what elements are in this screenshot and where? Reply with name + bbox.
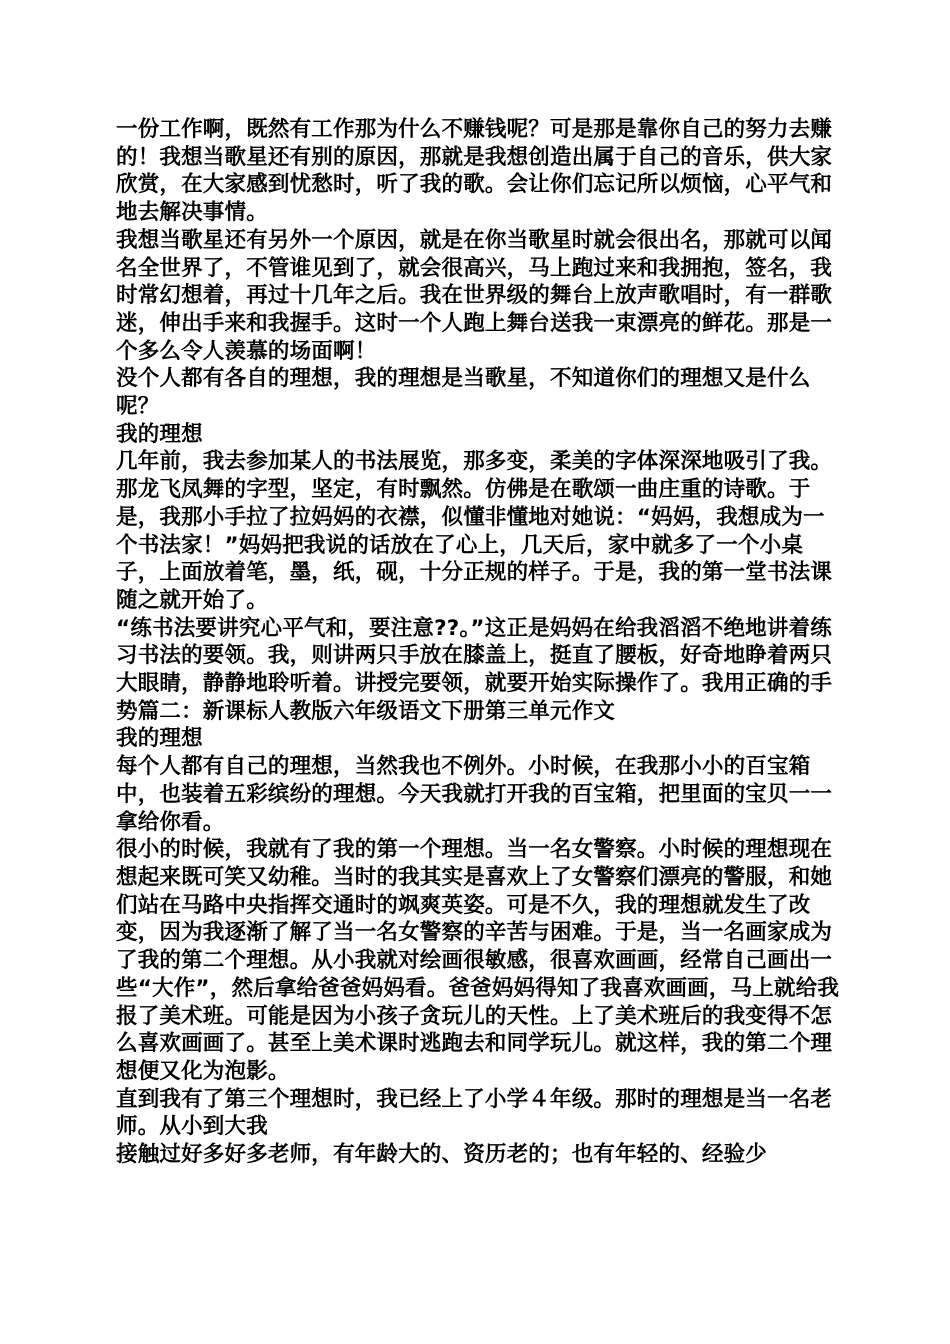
paragraph-2: 我想当歌星还有另外一个原因，就是在你当歌星时就会很出名，那就可以闻名全世界了，不管谁见到了，就会很高兴，马上跑过来和我拥抱，签名，我时常幻想着，再过十几年之后。我在世界级的舞台上放声歌唱时，有一群歌迷，伸出手来和我握手。这时一个人跑上舞台送我一束漂亮的鲜花。那是一个多么令人羡慕的场面啊！ [116,227,833,364]
paragraph-9: 接触过好多好多老师，有年龄大的、资历老的；也有年轻的、经验少 [116,1142,768,1168]
paragraph-8: 直到我有了第三个理想时，我已经上了小学４年级。那时的理想是当一名老师。从小到大我 [116,1086,833,1140]
paragraph-4: 几年前，我去参加某人的书法展览，那多变，柔美的字体深深地吸引了我。那龙飞凤舞的字型，坚定，有时飘然。仿佛是在歌颂一曲庄重的诗歌。于是，我那小手拉了拉妈妈的衣襟，似懂非懂地对她说：“妈妈，我想成为一个书法家！”妈妈把我说的话放在了心上，几天后，家中就多了一个小桌子，上面放着笔，墨，纸，砚，十分正规的样子。于是，我的第一堂书法课随之就开始了。 [116,449,833,613]
paragraph-5: “练书法要讲究心平气和，要注意??。”这正是妈妈在给我滔滔不绝地讲着练习书法的要领。我，则讲两只手放在膝盖上，挺直了腰板，好奇地睁着两只大眼睛，静静地聆听着。讲授完要领，就要开始实际操作了。我用正确的手势篇二：新课标人教版六年级语文下册第三单元作文 [116,615,833,724]
section-heading-1: 我的理想 [116,421,203,447]
section-heading-2: 我的理想 [116,726,203,752]
paragraph-6: 每个人都有自己的理想，当然我也不例外。小时候，在我那小小的百宝箱中，也装着五彩缤纷的理想。今天我就打开我的百宝箱，把里面的宝贝一一拿给你看。 [116,754,833,835]
document-body [116,116,846,1169]
paragraph-3: 没个人都有各自的理想，我的理想是当歌星，不知道你们的理想又是什么呢？ [116,366,811,420]
paragraph-7: 很小的时候，我就有了我的第一个理想。当一名女警察。小时候的理想现在想起来既可笑又幼稚。当时的我其实是喜欢上了女警察们漂亮的警服，和她们站在马路中央指挥交通时的飒爽英姿。可是不久，我的理想就发生了改变，因为我逐渐了解了当一名女警察的辛苦与困难。于是，当一名画家成为了我的第二个理想。从小我就对绘画很敏感，很喜欢画画，经常自己画出一些“大作”，然后拿给爸爸妈妈看。爸爸妈妈得知了我喜欢画画，马上就给我报了美术班。可能是因为小孩子贪玩儿的天性。上了美术班后的我变得不怎么喜欢画画了。甚至上美术课时逃跑去和同学玩儿。就这样，我的第二个理想便又化为泡影。 [116,837,840,1084]
paragraph-1: 一份工作啊，既然有工作那为什么不赚钱呢？可是那是靠你自己的努力去赚的！我想当歌星还有别的原因，那就是我想创造出属于自己的音乐，供大家欣赏，在大家感到忧愁时，听了我的歌。会让你们忘记所以烦恼，心平气和地去解决事情。 [116,117,833,226]
